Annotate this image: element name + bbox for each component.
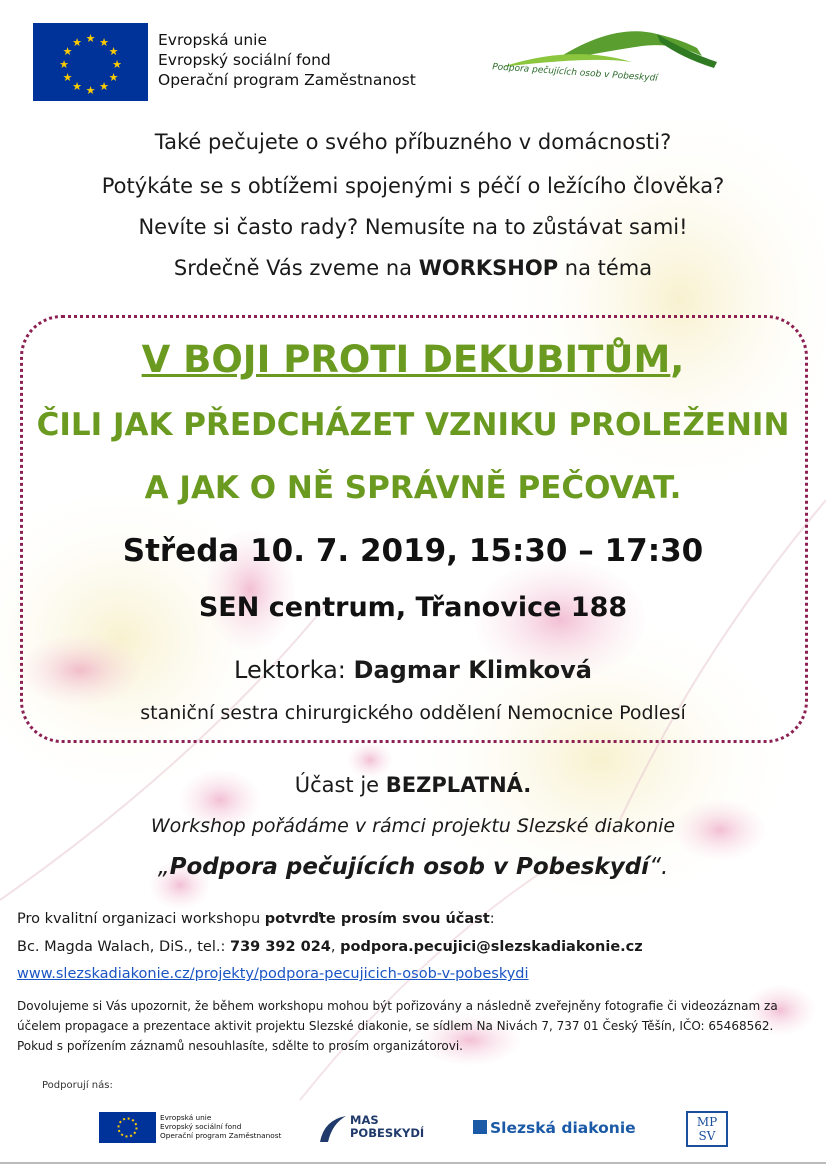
- logo-caption: Podpora pečujících osob v Pobeskydí: [491, 62, 659, 84]
- event-datetime: Středa 10. 7. 2019, 15:30 – 17:30: [122, 533, 704, 569]
- event-place: SEN centrum, Třanovice 188: [198, 592, 628, 623]
- svg-text:★: ★: [112, 58, 122, 71]
- svg-text:★: ★: [85, 32, 96, 45]
- intro-line-1: Také pečujete o svého příbuzného v domácnosti?: [154, 130, 672, 154]
- slezska-diakonie-logo: Slezská diakonie: [473, 1119, 636, 1137]
- sponsor-eu-text: Evropská unie Evropský sociální fond Operační program Zaměstnanost: [160, 1113, 282, 1140]
- contact-phone[interactable]: 739 392 024: [230, 939, 331, 955]
- eu-stars-icon: [99, 1112, 156, 1143]
- contact-line: Bc. Magda Walach, DiS., tel.: 739 392 024, podpora.pecujici@slezskadiakonie.cz: [17, 939, 643, 955]
- intro-line-3: Nevíte si často rady? Nemusíte na to zůstávat sami!: [138, 215, 688, 239]
- project-link[interactable]: www.slezskadiakonie.cz/projekty/podpora-pecujicich-osob-v-pobeskydi: [17, 966, 529, 982]
- svg-text:★: ★: [108, 45, 119, 58]
- svg-text:★: ★: [85, 84, 96, 97]
- eu-flag-logo: [33, 23, 148, 101]
- project-name: „Podpora pečujících osob v Pobeskydí“.: [157, 854, 669, 880]
- svg-text:★: ★: [99, 36, 109, 49]
- organizer-note: Workshop pořádáme v rámci projektu Slezské diakonie: [150, 815, 676, 837]
- sponsor-eu-logo: [99, 1112, 156, 1143]
- eu-program-text: Evropská unie Evropský sociální fond Operační program Zaměstnanost: [158, 31, 416, 89]
- mas-pobeskydi-logo: MAS POBESKYDÍ: [318, 1112, 443, 1144]
- svg-text:★: ★: [59, 58, 69, 71]
- svg-text:★: ★: [108, 71, 119, 84]
- diakonie-cross-icon: [473, 1120, 487, 1134]
- project-logo: [482, 22, 724, 106]
- disclaimer: Dovolujeme si Vás upozornit, že během workshopu mohou být pořizovány a následně zveřejněny fotografie či videozáznam za účelem propagace a prezentace aktivit projektu Slezské diakonie, se sídlem Na Nivách 7, 737 01 Český Těšín, IČO: 65468562. Pokud s pořízením záznamů nesouhlasíte, sdělte to prosím organizátorovi.: [17, 999, 778, 1053]
- svg-text:★: ★: [72, 36, 82, 49]
- intro-line-4: Srdečně Vás zveme na WORKSHOP na téma: [173, 256, 653, 280]
- svg-text:★: ★: [99, 80, 109, 93]
- participation-note: Účast je BEZPLATNÁ.: [294, 773, 532, 797]
- svg-text:★: ★: [72, 80, 82, 93]
- workshop-subtitle-1: ČILI JAK PŘEDCHÁZET VZNIKU PROLEŽENIN: [36, 407, 790, 443]
- rsvp-line: Pro kvalitní organizaci workshopu potvrďte prosím svou účast:: [17, 911, 495, 927]
- workshop-title: V BOJI PROTI DEKUBITŮM,: [141, 338, 685, 381]
- workshop-subtitle-2: A JAK O NĚ SPRÁVNĚ PEČOVAT.: [144, 470, 682, 506]
- eu-stars-icon: [33, 23, 148, 101]
- lecturer: Lektorka: Dagmar Klimková: [234, 656, 592, 684]
- intro-line-2: Potýkáte se s obtížemi spojenými s péčí o ležícího člověka?: [101, 174, 725, 198]
- contact-email[interactable]: podpora.pecujici@slezskadiakonie.cz: [340, 939, 643, 955]
- svg-text:★: ★: [62, 45, 73, 58]
- mas-swoosh-icon: [318, 1112, 348, 1144]
- lecturer-role: staniční sestra chirurgického oddělení Nemocnice Podlesí: [140, 702, 686, 724]
- mpsv-logo: MP SV: [686, 1111, 728, 1147]
- sponsors-label: Podporují nás:: [42, 1080, 113, 1091]
- svg-text:★: ★: [62, 71, 73, 84]
- bottom-divider: [0, 1162, 826, 1164]
